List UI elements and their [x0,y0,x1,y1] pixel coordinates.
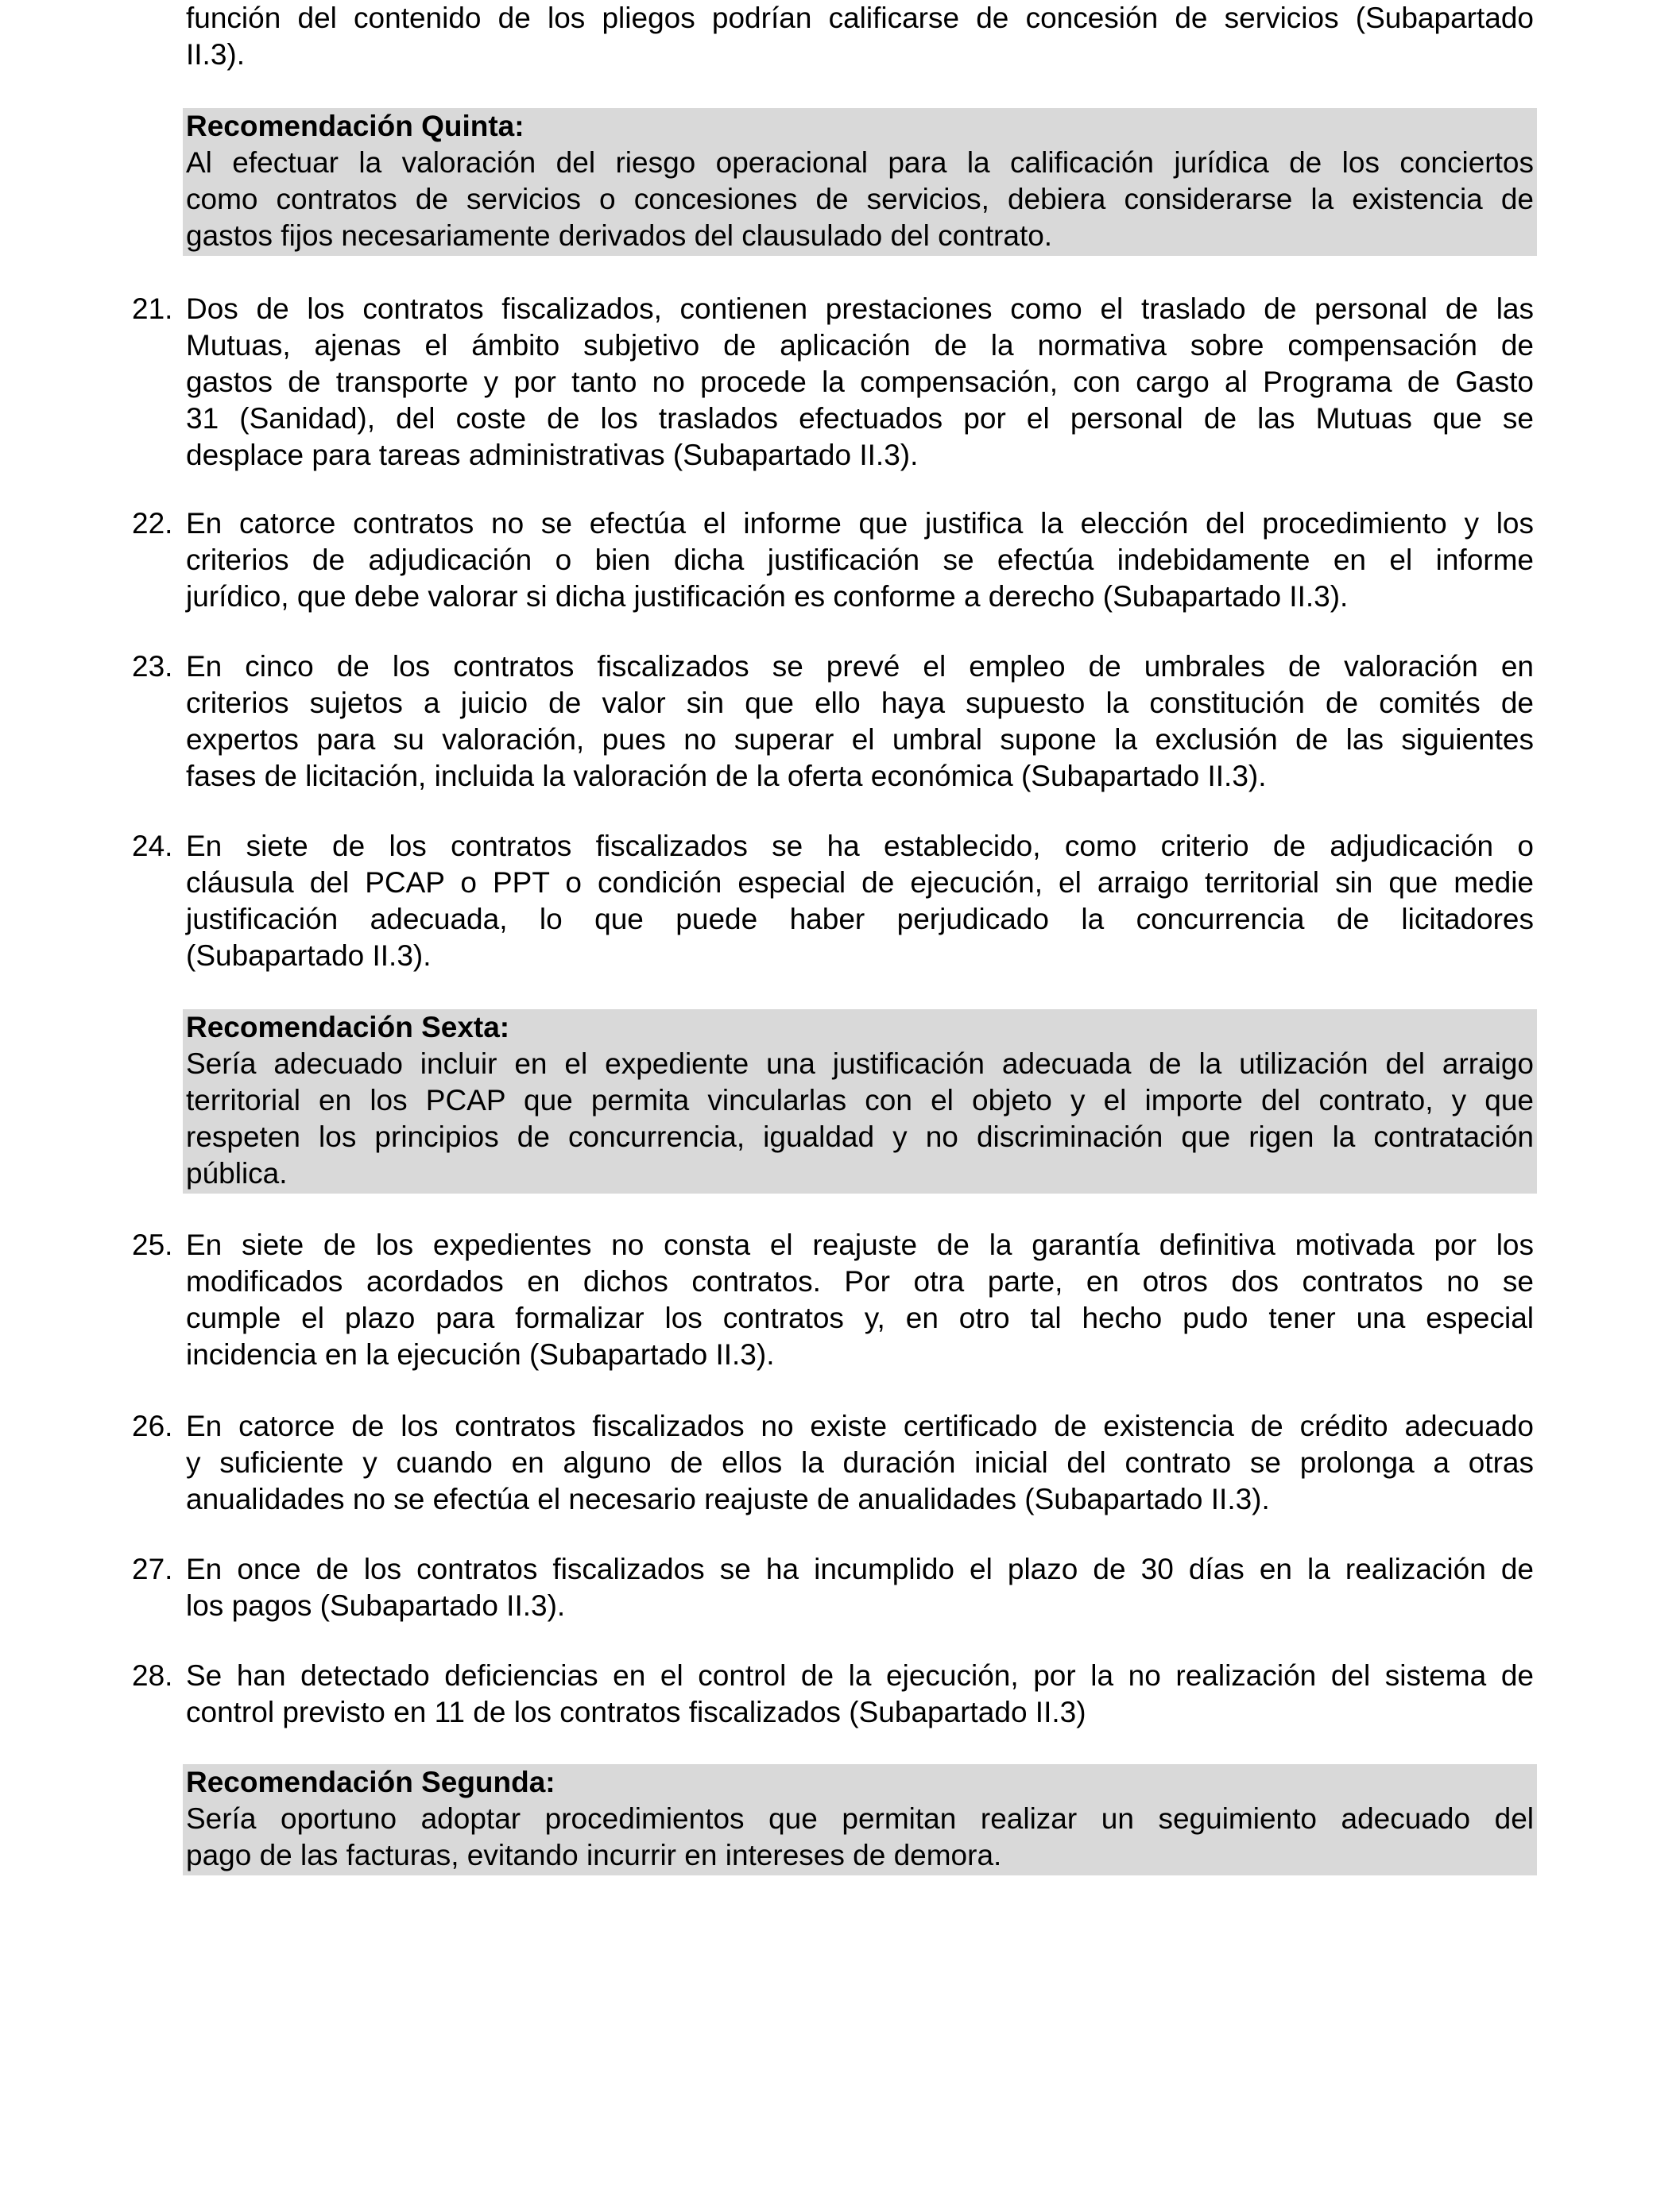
recommendation-box-segunda [183,1764,1537,1875]
text-line: desplace para tareas administrativas (Subapartado II.3). [186,439,919,471]
text-line: expertos para su valoración, pues no superar el umbral supone la exclusión de las siguientes [186,723,1534,756]
item-number: 25. [132,1229,173,1261]
text-line: control previsto en 11 de los contratos fiscalizados (Subapartado II.3) [186,1696,1086,1728]
list-item-23 [186,648,1534,795]
list-item-21 [186,291,1534,474]
list-item-22 [186,505,1534,615]
item-number: 24. [132,830,173,862]
text-line: como contratos de servicios o concesiones de servicios, debiera considerarse la existencia de [186,183,1534,215]
text-line: gastos de transporte y por tanto no procede la compensación, con cargo al Programa de Gasto [186,366,1534,398]
recommendation-title: Recomendación Sexta: [186,1011,510,1043]
text-line: criterios de adjudicación o bien dicha justificación se efectúa indebidamente en el informe [186,544,1534,576]
text-line: En catorce contratos no se efectúa el informe que justifica la elección del procedimiento y los [186,507,1534,540]
item-number: 27. [132,1553,173,1585]
recommendation-title: Recomendación Segunda: [186,1766,555,1798]
text-line: Sería adecuado incluir en el expediente una justificación adecuada de la utilización del arraigo [186,1047,1534,1080]
text-line: fases de licitación, incluida la valoración de la oferta económica (Subapartado II.3). [186,760,1267,792]
text-line: criterios sujetos a juicio de valor sin que ello haya supuesto la constitución de comités de [186,687,1534,719]
text-line: función del contenido de los pliegos podrían calificarse de concesión de servicios (Subapartado [186,2,1534,34]
text-line: cláusula del PCAP o PPT o condición especial de ejecución, el arraigo territorial sin que medie [186,866,1534,899]
item-number: 26. [132,1410,173,1442]
list-item-24 [186,828,1534,974]
text-line: En siete de los expedientes no consta el reajuste de la garantía definitiva motivada por los [186,1229,1534,1261]
list-item-26 [186,1408,1534,1518]
item-number: 23. [132,650,173,683]
recommendation-box-quinta [183,108,1537,256]
item-number: 22. [132,507,173,540]
text-line: anualidades no se efectúa el necesario reajuste de anualidades (Subapartado II.3). [186,1483,1270,1515]
item-number: 21. [132,292,173,325]
text-line: 31 (Sanidad), del coste de los traslados efectuados por el personal de las Mutuas que se [186,402,1534,435]
intro-paragraph [186,0,1534,73]
text-line: jurídico, que debe valorar si dicha justificación es conforme a derecho (Subapartado II.3). [186,580,1349,613]
list-item-28 [186,1658,1534,1731]
text-line: Sería oportuno adoptar procedimientos que permitan realizar un seguimiento adecuado del [186,1802,1534,1835]
text-line: modificados acordados en dichos contratos. Por otra parte, en otros dos contratos no se [186,1265,1534,1298]
text-line: los pagos (Subapartado II.3). [186,1589,566,1622]
text-line: Dos de los contratos fiscalizados, contienen prestaciones como el traslado de personal de las [186,292,1534,325]
text-line: Se han detectado deficiencias en el control de la ejecución, por la no realización del sistema de [186,1659,1534,1692]
text-line: (Subapartado II.3). [186,939,432,972]
text-line: y suficiente y cuando en alguno de ellos la duración inicial del contrato se prolonga a otras [186,1446,1534,1479]
text-line: En catorce de los contratos fiscalizados no existe certificado de existencia de crédito adecuado [186,1410,1534,1442]
text-line: Al efectuar la valoración del riesgo operacional para la calificación jurídica de los conciertos [186,146,1534,179]
text-line: pago de las facturas, evitando incurrir en intereses de demora. [186,1839,1002,1871]
recommendation-title: Recomendación Quinta: [186,110,525,142]
text-line: justificación adecuada, lo que puede haber perjudicado la concurrencia de licitadores [186,903,1534,935]
text-line: En once de los contratos fiscalizados se ha incumplido el plazo de 30 días en la realización de [186,1553,1534,1585]
text-line: respeten los principios de concurrencia, igualdad y no discriminación que rigen la contratación [186,1120,1534,1153]
item-number: 28. [132,1659,173,1692]
text-line: En siete de los contratos fiscalizados se ha establecido, como criterio de adjudicación o [186,830,1534,862]
text-line: incidencia en la ejecución (Subapartado II.3). [186,1338,775,1371]
text-line: II.3). [186,38,246,71]
text-line: En cinco de los contratos fiscalizados se prevé el empleo de umbrales de valoración en [186,650,1534,683]
text-line: pública. [186,1157,288,1190]
text-line: gastos fijos necesariamente derivados del clausulado del contrato. [186,219,1053,252]
list-item-27 [186,1551,1534,1624]
text-line: cumple el plazo para formalizar los contratos y, en otro tal hecho pudo tener una especial [186,1302,1534,1334]
text-line: Mutuas, ajenas el ámbito subjetivo de aplicación de la normativa sobre compensación de [186,329,1534,362]
recommendation-box-sexta [183,1009,1537,1194]
text-line: territorial en los PCAP que permita vincularlas con el objeto y el importe del contrato, y que [186,1084,1534,1117]
list-item-25 [186,1227,1534,1373]
